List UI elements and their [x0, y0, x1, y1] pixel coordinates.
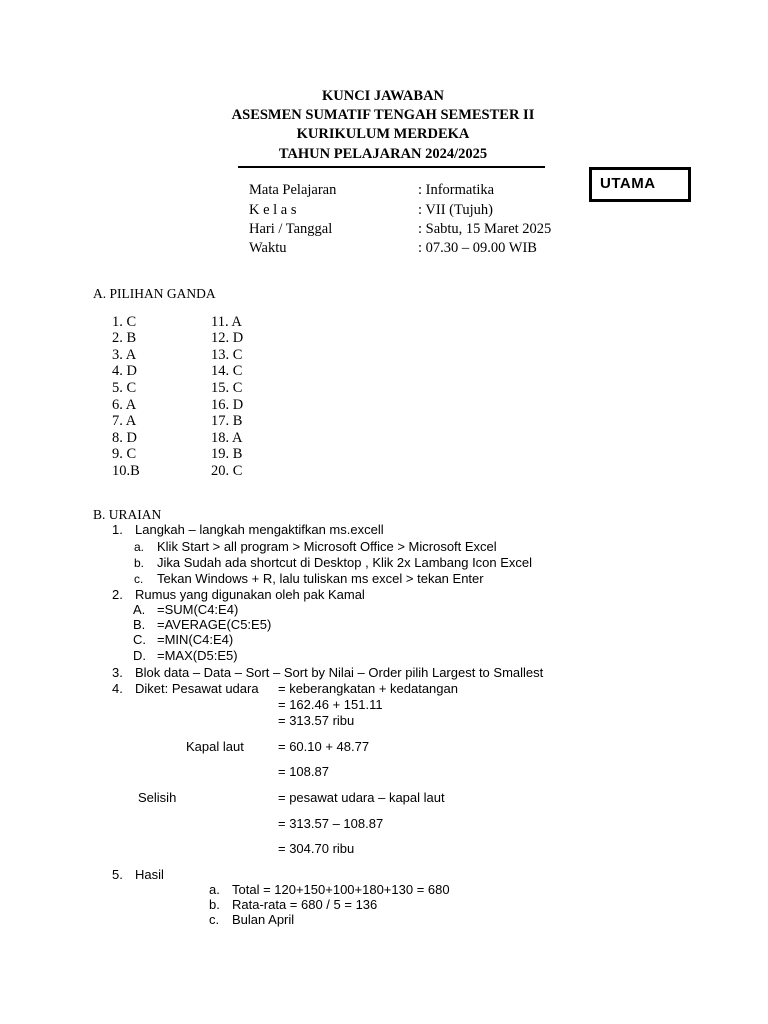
question-text: Blok data – Data – Sort – Sort by Nilai – Order pilih Largest to Smallest	[135, 665, 544, 680]
question-text: Hasil	[135, 867, 164, 882]
answer-item: 4. D	[112, 363, 137, 379]
sub-item-mark: A.	[133, 602, 146, 617]
answer-item: 18. A	[211, 430, 243, 446]
info-value: : VII (Tujuh)	[418, 202, 493, 218]
answer-item: 20. C	[211, 463, 243, 479]
info-label: Hari / Tanggal	[249, 221, 333, 237]
section-b-title: B. URAIAN	[93, 507, 162, 522]
info-label: K e l a s	[249, 202, 297, 218]
answer-item: 14. C	[211, 363, 243, 379]
answer-item: 1. C	[112, 314, 137, 330]
info-label: Waktu	[249, 240, 287, 256]
calc-line: = 108.87	[278, 764, 329, 779]
sub-item-text: Klik Start > all program > Microsoft Office > Microsoft Excel	[157, 539, 497, 554]
question-number: 2.	[112, 587, 123, 602]
answer-item: 15. C	[211, 380, 243, 396]
calc-line: = keberangkatan + kedatangan	[278, 681, 458, 696]
answer-item: 6. A	[112, 397, 137, 413]
sub-item-mark: B.	[133, 617, 146, 632]
answer-item: 10.B	[112, 463, 140, 479]
answer-item: 16. D	[211, 397, 244, 413]
calc-label-selisih: Selisih	[138, 790, 177, 805]
header-divider	[238, 166, 545, 168]
sub-item-mark: C.	[133, 632, 146, 647]
answer-item: 8. D	[112, 430, 137, 446]
sub-item-mark: b.	[209, 897, 220, 912]
question-number: 4.	[112, 681, 123, 696]
answer-item: 13. C	[211, 347, 243, 363]
answer-item: 12. D	[211, 330, 244, 346]
sub-item-text: Tekan Windows + R, lalu tuliskan ms excel > tekan Enter	[157, 571, 484, 586]
sub-item-text: Bulan April	[232, 912, 295, 927]
section-a-title: A. PILIHAN GANDA	[93, 286, 216, 301]
sub-item-mark: D.	[133, 648, 146, 663]
doc-subtitle-year: TAHUN PELAJARAN 2024/2025	[278, 146, 488, 162]
doc-subtitle-exam: ASESMEN SUMATIF TENGAH SEMESTER II	[231, 107, 535, 123]
sub-item-text: Jika Sudah ada shortcut di Desktop , Klik 2x Lambang Icon Excel	[157, 555, 533, 570]
sub-item-mark: a.	[134, 540, 145, 554]
calc-line: = 162.46 + 151.11	[278, 697, 383, 712]
answer-item: 17. B	[211, 413, 243, 429]
sub-item-text: =SUM(C4:E4)	[157, 602, 239, 617]
sub-item-text: =AVERAGE(C5:E5)	[157, 617, 272, 632]
sub-item-mark: c.	[134, 572, 144, 586]
sub-item-text: =MIN(C4:E4)	[157, 632, 234, 647]
answer-item: 19. B	[211, 446, 243, 462]
calc-line: = 313.57 – 108.87	[278, 816, 384, 831]
utama-badge	[589, 167, 691, 202]
calc-label-pesawat: Diket: Pesawat udara	[135, 681, 259, 696]
answer-item: 9. C	[112, 446, 137, 462]
question-number: 3.	[112, 665, 123, 680]
calc-label-kapal: Kapal laut	[186, 739, 244, 754]
sub-item-text: Rata-rata = 680 / 5 = 136	[232, 897, 378, 912]
info-value: : 07.30 – 09.00 WIB	[418, 240, 537, 256]
question-text: Rumus yang digunakan oleh pak Kamal	[135, 587, 365, 602]
question-text: Langkah – langkah mengaktifkan ms.excell	[135, 522, 384, 537]
question-number: 1.	[112, 522, 123, 537]
answer-item: 3. A	[112, 347, 137, 363]
answer-item: 7. A	[112, 413, 137, 429]
answer-item: 5. C	[112, 380, 137, 396]
sub-item-mark: b.	[134, 556, 145, 570]
answer-item: 11. A	[211, 314, 242, 330]
calc-line: = 60.10 + 48.77	[278, 739, 370, 754]
info-value: : Sabtu, 15 Maret 2025	[418, 221, 552, 237]
sub-item-mark: a.	[209, 882, 220, 897]
calc-line: = 304.70 ribu	[278, 841, 355, 856]
doc-title: KUNCI JAWABAN	[321, 88, 445, 104]
info-label: Mata Pelajaran	[249, 182, 337, 198]
answer-item: 2. B	[112, 330, 137, 346]
utama-badge-label: UTAMA	[600, 175, 656, 192]
question-number: 5.	[112, 867, 123, 882]
calc-line: = 313.57 ribu	[278, 713, 355, 728]
calc-line: = pesawat udara – kapal laut	[278, 790, 445, 805]
sub-item-text: =MAX(D5:E5)	[157, 648, 238, 663]
info-value: : Informatika	[418, 182, 495, 198]
doc-subtitle-curriculum: KURIKULUM MERDEKA	[296, 126, 470, 142]
sub-item-mark: c.	[209, 912, 220, 927]
sub-item-text: Total = 120+150+100+180+130 = 680	[232, 882, 450, 897]
